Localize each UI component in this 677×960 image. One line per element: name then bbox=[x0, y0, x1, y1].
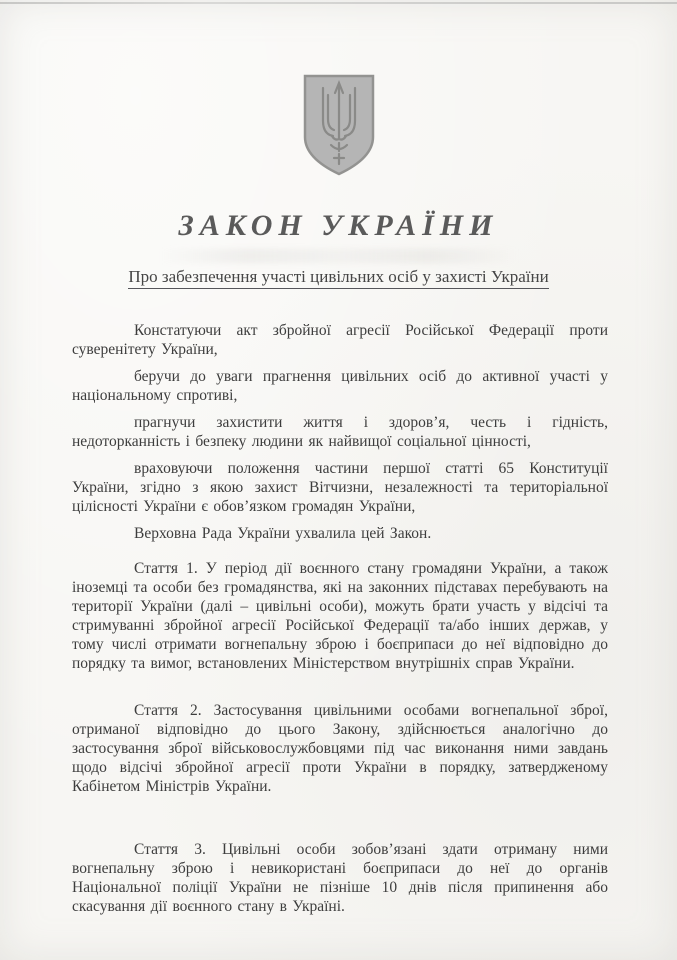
preamble-paragraph: прагнучи захистити життя і здоров’я, честь і гідність, недоторканність і безпеку людини як найвищої соціальної цінності, bbox=[72, 414, 608, 450]
page-title: ЗАКОН УКРАЇНИ bbox=[178, 209, 499, 242]
scan-top-edge bbox=[0, 2, 677, 4]
document-subtitle bbox=[0, 267, 677, 287]
article-2-paragraph: Стаття 2. Застосування цивільними особами вогнепальної зброї, отриманої відповідно до цього Закону, здійснюється аналогічно до застосування зброї військовослужбовцями під час виконання ними завдань щодо відсічі збройної агресії проти України в порядку, затвердженому Кабінетом Міністрів України. bbox=[72, 702, 608, 795]
ukraine-coat-of-arms bbox=[301, 73, 377, 177]
document-body bbox=[72, 321, 608, 916]
preamble-paragraph: враховуючи положення частини першої статті 65 Конституції України, згідно з якою захист Вітчизни, незалежності та територіальної цілісності України є обов’язком громадян України, bbox=[72, 460, 608, 515]
enactment-clause: Верховна Рада України ухвалила цей Закон. bbox=[134, 525, 432, 542]
article-3-paragraph: Стаття 3. Цивільні особи зобов’язані здати отриману ними вогнепальну зброю і невикористані боєприпаси до неї до органів Національної поліції України не пізніше 10 днів після припинення або скасування дії воєнного стану в Україні. bbox=[72, 841, 608, 915]
trident-shield-icon bbox=[301, 73, 377, 177]
article-1-paragraph: Стаття 1. У період дії воєнного стану громадяни України, а також іноземці та особи без громадянства, які на законних підставах перебувають на території України (далі – цивільні особи), можуть брати участь у відсічі та стримуванні збройної агресії Російської Федерації та/або інших держав, у тому числі отримати вогнепальну зброю і боєприпаси до неї відповідно до порядку та вимог, встановлених Міністерством внутрішніх справ України. bbox=[72, 560, 608, 672]
preamble-paragraph: беручи до уваги прагнення цивільних осіб до активної участі у національному спротиві, bbox=[72, 368, 608, 404]
scan-bleedthrough-smudge bbox=[159, 249, 519, 263]
preamble-paragraph: Констатуючи акт збройної агресії Російської Федерації проти суверенітету України, bbox=[72, 322, 608, 358]
document-subtitle-text: Про забезпечення участі цивільних осіб у захисті України bbox=[128, 267, 548, 289]
